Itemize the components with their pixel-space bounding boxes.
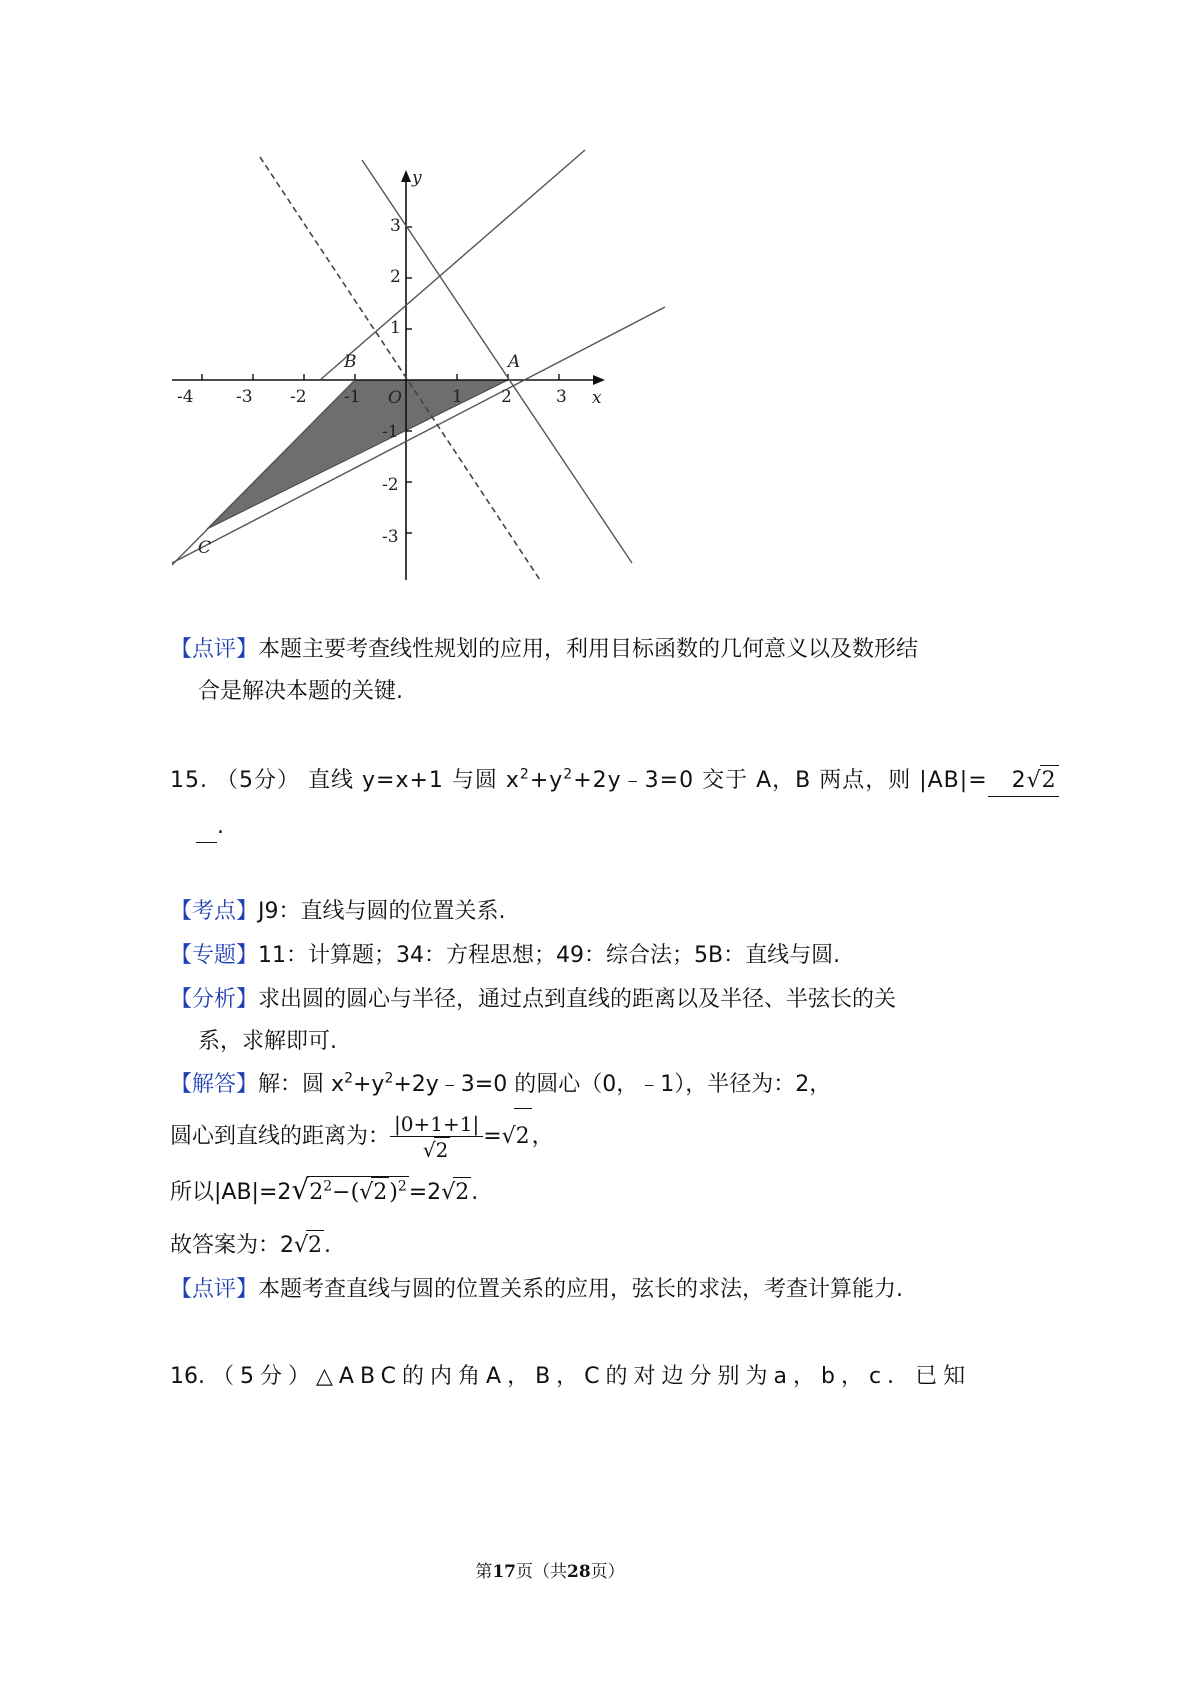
jieda-tag: 解答 <box>192 1072 237 1097</box>
review-15-line: 【点评】本题考查直线与圆的位置关系的应用，弦长的求法，考查计算能力. <box>170 1277 904 1302</box>
tag-bracket-open: 【 <box>170 637 193 662</box>
sqrt-icon: √ <box>441 1180 456 1205</box>
x-tick-label: 3 <box>556 387 567 407</box>
point-label-c: C <box>198 538 212 558</box>
x-axis-arrow <box>593 375 605 385</box>
answer-coef: 2 <box>1011 768 1027 793</box>
x-axis-label: x <box>592 388 602 408</box>
tag-bracket-close: 】 <box>236 637 259 662</box>
review-14-text: 本题主要考查线性规划的应用，利用目标函数的几何意义以及数形结 <box>258 637 919 662</box>
distance-line: 圆心到直线的距离为： $\frac{|0+1+1|}{√2}$ =√2， <box>170 1108 554 1165</box>
kaodian-tag: 考点 <box>192 899 237 924</box>
sqrt-icon: √ <box>422 1138 436 1162</box>
point-label-b: B <box>344 352 357 372</box>
jieda-line: 【解答】解：圆 $x^2+y^2+2y﹣3=0$ 的圆心（0，﹣1），半径为：2， <box>170 1070 832 1097</box>
fenxi-line1: 【分析】求出圆的圆心与半径，通过点到直线的距离以及半径、半弦长的关 <box>170 987 897 1012</box>
sqrt-icon: √ <box>501 1124 516 1149</box>
linear-programming-figure <box>160 145 680 585</box>
question-15: 15. （5分） 直线 y=x+1 与圆 $x^2+y^2+2y﹣3=0$ 交于 A，B 两点，则 |AB|= 2√2 <box>170 765 1059 797</box>
zhuanti-tag: 专题 <box>192 943 237 968</box>
line-y-eq-x-plus-1 <box>320 150 585 380</box>
answer-line: 故答案为：2√2. <box>170 1230 331 1261</box>
y-tick-label: 3 <box>390 216 401 236</box>
x-tick-label: -1 <box>344 387 361 407</box>
sqrt-icon: √ <box>1026 768 1042 793</box>
fenxi-line2: 系，求解即可. <box>198 1029 337 1054</box>
fenxi-tag: 分析 <box>192 987 237 1012</box>
abs-ab: |AB| <box>919 768 969 793</box>
x-tick-label: -2 <box>290 387 307 407</box>
question-score: （5分） <box>216 768 300 793</box>
line-steep <box>362 160 632 563</box>
sqrt-icon: √ <box>294 1233 309 1258</box>
so-line: 所以$|AB|=2√2^2-(√2)^2=2√2$. <box>170 1173 479 1206</box>
origin-label: O <box>388 388 402 408</box>
y-tick-label: 2 <box>390 267 401 287</box>
x-tick-label: 1 <box>452 387 463 407</box>
line-ac <box>172 307 665 563</box>
sqrt-icon: √ <box>291 1173 310 1206</box>
answer-radicand: 2 <box>1040 765 1059 796</box>
x-tick-label: 2 <box>501 387 512 407</box>
question-15-end: . <box>196 812 224 843</box>
distance-fraction: $\frac{|0+1+1|}{√2}$ <box>390 1112 483 1162</box>
question-16 <box>170 1362 971 1392</box>
question-number: 16. <box>170 1364 205 1389</box>
so-radicand: $2^2-(√2)^2$ <box>307 1176 409 1208</box>
y-axis-label: y <box>412 168 422 188</box>
y-tick-label: -3 <box>382 527 399 547</box>
sqrt-icon: √ <box>359 1180 374 1205</box>
y-axis-arrow <box>401 170 411 182</box>
y-tick-label: 1 <box>390 318 401 338</box>
page-total: 28 <box>567 1562 591 1582</box>
review-tag: 点评 <box>192 637 237 662</box>
review-14-line2: 合是解决本题的关键. <box>198 679 403 704</box>
x-tick-label: -4 <box>177 387 194 407</box>
review-14-line1 <box>170 635 918 665</box>
point-label-a: A <box>508 352 521 372</box>
y-tick-label: -2 <box>382 475 399 495</box>
review-tag: 点评 <box>192 1277 237 1302</box>
question-16-text: （5分）△ABC的内角A，B，C的对边分别为a，b，c．已知 <box>212 1364 972 1389</box>
page-footer: 第17页（共28页） <box>475 1562 625 1582</box>
x-tick-label: -3 <box>236 387 253 407</box>
answer-blank <box>988 765 1059 797</box>
zhuanti-line: 【专题】11：计算题；34：方程思想；49：综合法；5B：直线与圆. <box>170 943 841 968</box>
question-number: 15. <box>170 768 208 793</box>
page-number: 17 <box>492 1562 516 1582</box>
kaodian-line: 【考点】J9：直线与圆的位置关系. <box>170 899 506 924</box>
y-tick-label: -1 <box>382 422 399 442</box>
